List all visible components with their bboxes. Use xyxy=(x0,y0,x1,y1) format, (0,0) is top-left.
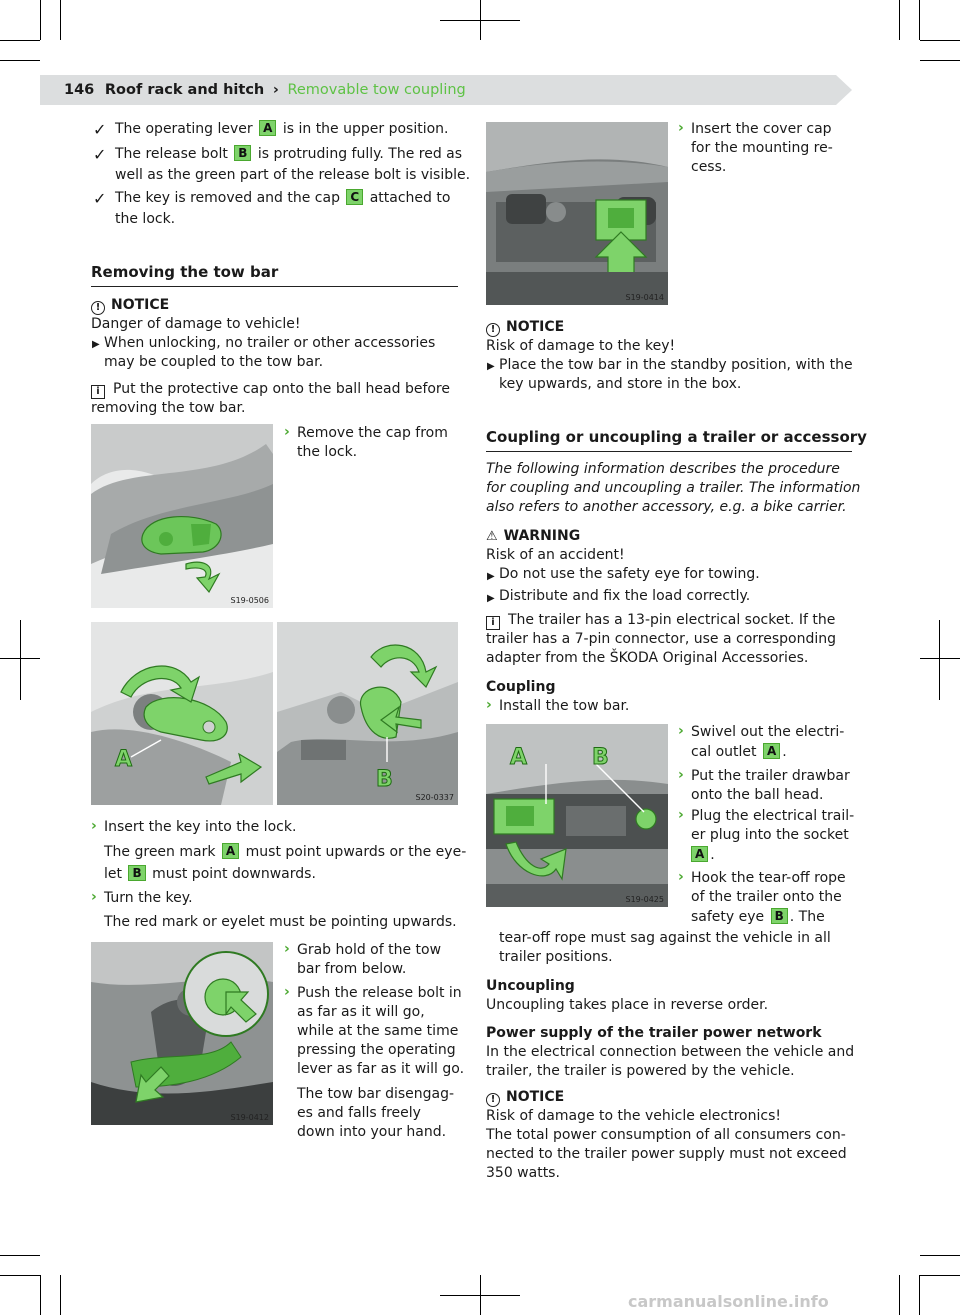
notice-bullet: Place the tow bar in the standby position, with the xyxy=(499,357,853,373)
crop-mark xyxy=(0,1255,40,1256)
section-heading: Coupling or uncoupling a trailer or accessory xyxy=(486,428,867,446)
key-label: B xyxy=(234,145,251,161)
step-text: of the trailer onto the xyxy=(691,889,842,905)
subheading: Coupling xyxy=(486,679,556,695)
step-text-part: . xyxy=(710,847,715,863)
crop-mark xyxy=(0,658,40,659)
step-subtext-part: must point upwards or the eye- xyxy=(245,844,467,860)
step-subtext xyxy=(104,843,466,863)
step-text: as far as it will go, xyxy=(297,1004,425,1020)
callout-a: A xyxy=(115,747,133,772)
step-text: Remove the cap from xyxy=(297,425,448,441)
step-text-part: safety eye xyxy=(691,909,765,925)
check-icon: ✓ xyxy=(93,145,107,164)
figure-cover-cap xyxy=(486,122,668,305)
notice-icon: ! xyxy=(486,323,500,337)
check-item xyxy=(115,120,449,140)
figure-remove-cap xyxy=(91,424,273,608)
step-text: Grab hold of the tow xyxy=(297,942,442,958)
step-text-part: cal outlet xyxy=(691,744,757,760)
section-title: Roof rack and hitch xyxy=(104,82,265,98)
notice-text: nected to the trailer power supply must not exceed xyxy=(486,1146,847,1162)
check-text: is protruding fully. The red as xyxy=(257,146,463,162)
info-text: trailer has a 7-pin connector, use a corresponding xyxy=(486,631,836,647)
step-text: pressing the operating xyxy=(297,1042,456,1058)
body-text: trailer, the trailer is powered by the vehicle. xyxy=(486,1063,795,1079)
crop-mark xyxy=(920,1255,960,1256)
step-text: Push the release bolt in xyxy=(297,985,462,1001)
step-text: Insert the cover cap xyxy=(691,121,832,137)
crop-mark xyxy=(440,1295,520,1296)
step-text: Put the trailer drawbar xyxy=(691,768,850,784)
info-note xyxy=(91,380,450,400)
figure-code: S19-0414 xyxy=(625,293,664,302)
key-label: B xyxy=(771,908,788,924)
step-text: Plug the electrical trail- xyxy=(691,808,855,824)
subsection-link[interactable]: Removable tow coupling xyxy=(287,82,466,98)
step-subtext: es and falls freely xyxy=(297,1105,421,1121)
step-text: er plug into the socket xyxy=(691,827,849,843)
check-text: attached to xyxy=(369,190,451,206)
info-icon: i xyxy=(486,616,500,630)
callout-b: B xyxy=(592,745,609,770)
bullet-arrow-icon: ▶ xyxy=(92,339,100,350)
notice-title xyxy=(91,296,169,316)
crop-mark xyxy=(0,40,40,41)
running-header xyxy=(64,81,466,99)
section-heading: Removing the tow bar xyxy=(91,263,279,281)
step-text: for the mounting re- xyxy=(691,140,833,156)
figure-code: S19-0425 xyxy=(625,895,664,904)
warning-text: Risk of an accident! xyxy=(486,547,625,563)
bullet-arrow-icon: ▶ xyxy=(487,593,495,604)
check-text: The key is removed and the cap xyxy=(115,190,340,206)
notice-title-text: NOTICE xyxy=(506,1089,565,1105)
step-text: onto the ball head. xyxy=(691,787,824,803)
crop-mark xyxy=(0,60,40,61)
step-subtext-part: must point downwards. xyxy=(152,866,316,882)
warning-title-text: WARNING xyxy=(503,528,581,544)
key-label: B xyxy=(128,865,145,881)
notice-icon: ! xyxy=(91,301,105,315)
key-label: A xyxy=(222,843,239,859)
step-text: trailer positions. xyxy=(499,949,613,965)
step-text: the lock. xyxy=(297,444,358,460)
warning-icon: ⚠ xyxy=(486,529,498,544)
crop-mark xyxy=(0,1275,40,1276)
crop-mark xyxy=(20,620,21,700)
watermark: carmanualsonline.info xyxy=(628,1292,829,1311)
notice-bullet: may be coupled to the tow bar. xyxy=(104,354,324,370)
check-text: is in the upper position. xyxy=(282,121,449,137)
step-subtext: down into your hand. xyxy=(297,1124,447,1140)
warning-bullet: Do not use the safety eye for towing. xyxy=(499,566,760,582)
illustration-cap-lock xyxy=(91,424,273,608)
notice-title xyxy=(486,318,564,338)
step-chevron: › xyxy=(284,984,290,1000)
key-label: A xyxy=(259,120,276,136)
key-label: A xyxy=(763,743,780,759)
step-text: lever as far as it will go. xyxy=(297,1061,465,1077)
figure-release-bar xyxy=(91,942,273,1125)
step-text: Hook the tear-off rope xyxy=(691,870,846,886)
illustration-tow-bar xyxy=(91,942,273,1125)
step-text: bar from below. xyxy=(297,961,407,977)
step-subtext-part: The green mark xyxy=(104,844,216,860)
warning-title xyxy=(486,527,580,547)
info-text: adapter from the ŠKODA Original Accessories. xyxy=(486,650,809,666)
crop-mark xyxy=(919,0,920,40)
notice-title-text: NOTICE xyxy=(506,319,565,335)
info-text: removing the tow bar. xyxy=(91,400,246,416)
step-chevron: › xyxy=(678,120,684,136)
intro-text: for coupling and uncoupling a trailer. The information xyxy=(486,480,861,496)
intro-text: also refers to another accessory, e.g. a bike carrier. xyxy=(486,499,847,515)
step-chevron: › xyxy=(284,424,290,440)
step-chevron: › xyxy=(284,941,290,957)
info-note xyxy=(486,611,835,631)
notice-bullet: key upwards, and store in the box. xyxy=(499,376,742,392)
subheading: Power supply of the trailer power network xyxy=(486,1025,822,1041)
crop-mark xyxy=(899,1275,900,1315)
step-text: Turn the key. xyxy=(104,890,193,906)
step-text: while at the same time xyxy=(297,1023,459,1039)
body-text: In the electrical connection between the vehicle and xyxy=(486,1044,855,1060)
step-chevron: › xyxy=(91,818,97,834)
crop-mark xyxy=(60,0,61,40)
step-text: Install the tow bar. xyxy=(499,698,630,714)
crop-mark xyxy=(920,1275,960,1276)
figure-code: S19-0506 xyxy=(230,596,269,605)
step-chevron: › xyxy=(678,723,684,739)
crop-mark xyxy=(899,0,900,40)
callout-b: B xyxy=(376,767,393,792)
step-text xyxy=(691,908,825,928)
notice-bullet: When unlocking, no trailer or other accessories xyxy=(104,335,436,351)
illustration-key-lock xyxy=(91,622,458,805)
info-text: Put the protective cap onto the ball head before xyxy=(113,381,450,397)
breadcrumb-separator: › xyxy=(272,82,279,98)
check-icon: ✓ xyxy=(93,120,107,139)
step-text-part: . The xyxy=(789,909,825,925)
illustration-mounting-recess xyxy=(486,122,668,305)
info-text: The trailer has a 13-pin electrical socket. If the xyxy=(508,612,836,628)
info-icon: i xyxy=(91,385,105,399)
step-chevron: › xyxy=(678,869,684,885)
check-icon: ✓ xyxy=(93,189,107,208)
bullet-arrow-icon: ▶ xyxy=(487,571,495,582)
notice-title-text: NOTICE xyxy=(111,297,170,313)
crop-mark xyxy=(920,60,960,61)
step-text: Swivel out the electri- xyxy=(691,724,845,740)
notice-text: 350 watts. xyxy=(486,1165,560,1181)
step-text: cess. xyxy=(691,159,727,175)
page-number: 146 xyxy=(64,82,95,98)
crop-mark xyxy=(920,658,960,659)
crop-mark xyxy=(60,1275,61,1315)
check-item xyxy=(115,189,450,209)
step-text xyxy=(691,743,787,763)
crop-mark xyxy=(919,1275,920,1315)
check-text: well as the green part of the release bolt is visible. xyxy=(115,167,471,183)
step-subtext-part: let xyxy=(104,866,122,882)
figure-insert-key xyxy=(91,622,458,805)
step-subtext: The red mark or eyelet must be pointing upwards. xyxy=(104,914,457,930)
check-text: The operating lever xyxy=(115,121,253,137)
step-subtext xyxy=(104,865,316,885)
intro-text: The following information describes the procedure xyxy=(486,461,840,477)
figure-electrical-outlet xyxy=(486,724,668,907)
notice-title xyxy=(486,1088,564,1108)
crop-mark xyxy=(40,0,41,40)
heading-rule xyxy=(486,451,852,452)
step-chevron: › xyxy=(486,697,492,713)
subheading: Uncoupling xyxy=(486,978,575,994)
step-subtext: The tow bar disengag- xyxy=(297,1086,455,1102)
notice-text: Risk of damage to the vehicle electronics! xyxy=(486,1108,781,1124)
key-label: C xyxy=(346,189,363,205)
step-chevron: › xyxy=(91,889,97,905)
check-text: The release bolt xyxy=(115,146,228,162)
notice-text: Risk of damage to the key! xyxy=(486,338,676,354)
figure-code: S19-0412 xyxy=(230,1113,269,1122)
step-chevron: › xyxy=(678,807,684,823)
step-text xyxy=(689,846,715,866)
notice-text: The total power consumption of all consumers con- xyxy=(486,1127,846,1143)
check-item xyxy=(115,145,462,165)
bullet-arrow-icon: ▶ xyxy=(487,361,495,372)
step-text-part: . xyxy=(782,744,787,760)
callout-a: A xyxy=(510,745,528,770)
crop-mark xyxy=(440,20,520,21)
heading-rule xyxy=(91,286,458,287)
key-label: A xyxy=(691,846,708,862)
notice-icon: ! xyxy=(486,1093,500,1107)
warning-bullet: Distribute and fix the load correctly. xyxy=(499,588,751,604)
crop-mark xyxy=(40,1275,41,1315)
step-chevron: › xyxy=(678,767,684,783)
figure-code: S20-0337 xyxy=(415,793,454,802)
step-text: Insert the key into the lock. xyxy=(104,819,297,835)
step-text: tear-off rope must sag against the vehicle in all xyxy=(499,930,831,946)
check-text: the lock. xyxy=(115,211,176,227)
crop-mark xyxy=(920,40,960,41)
body-text: Uncoupling takes place in reverse order. xyxy=(486,997,769,1013)
crop-mark xyxy=(939,620,940,700)
notice-text: Danger of damage to vehicle! xyxy=(91,316,301,332)
